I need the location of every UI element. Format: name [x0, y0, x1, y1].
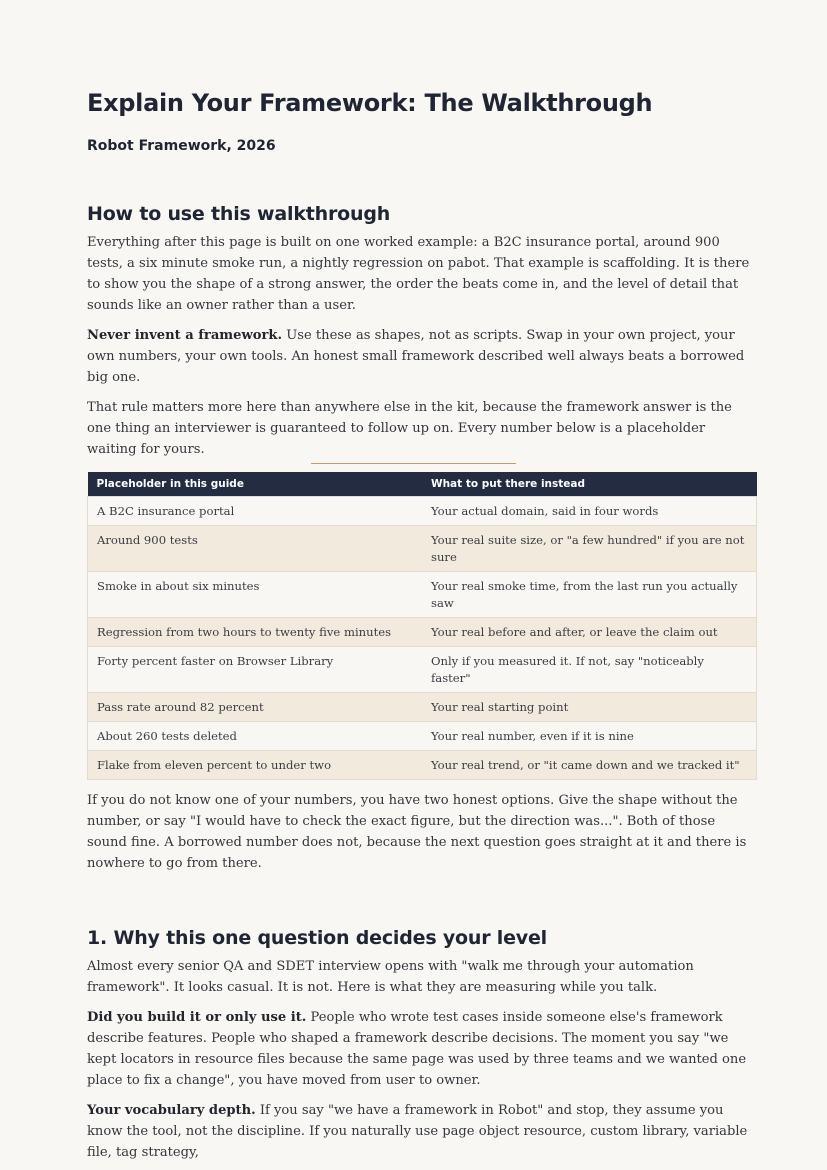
section-1-paragraph-1: Almost every senior QA and SDET interview opens with "walk me through your automation framework". It looks casual. It is not. Here is what they are measuring while you talk. — [87, 959, 694, 995]
intro-paragraph-2-bold: Never invent a framework. — [87, 328, 283, 343]
intro-paragraph-3: That rule matters more here than anywhere else in the kit, because the framework answer is the one thing an interviewer is guaranteed to follow up on. Every number below is a placeholder waiting for yours. — [87, 400, 732, 457]
table-row — [88, 618, 757, 647]
table-header-row — [88, 472, 757, 497]
after-table-paragraph: If you do not know one of your numbers, you have two honest options. Give the shape without the number, or say "I would have to check the exact figure, but the direction was...". Both of those sound fine. A borrowed number does not, because the next question goes straight at it and there is nowhere to go from there. — [87, 793, 747, 871]
section-1-paragraph-3 — [87, 1100, 756, 1163]
table-row — [88, 497, 757, 526]
table-cell: Your real before and after, or leave the claim out — [422, 618, 757, 647]
table-row — [88, 526, 757, 572]
table-cell: Regression from two hours to twenty five minutes — [88, 618, 423, 647]
section-1-paragraph-2-rest: People who wrote test cases inside someone else's framework describe features. People who shaped a framework describe decisions. The moment you say "we kept locators in resource files because the same page was used by three teams and we wanted one place to fix a change", you have moved from user to owner. — [87, 1010, 747, 1088]
table-cell: Forty percent faster on Browser Library — [88, 647, 423, 693]
table-cell: About 260 tests deleted — [88, 722, 423, 751]
table-cell: Your real trend, or "it came down and we tracked it" — [422, 751, 757, 780]
section-1-paragraph-3-bold: Your vocabulary depth. — [87, 1103, 256, 1118]
table-header-placeholder: Placeholder in this guide — [88, 472, 423, 497]
table-row — [88, 722, 757, 751]
table-row — [88, 693, 757, 722]
table-cell: Your real number, even if it is nine — [422, 722, 757, 751]
table-cell: Around 900 tests — [88, 526, 423, 572]
table-cell: Your real suite size, or "a few hundred" if you are not sure — [422, 526, 757, 572]
table-cell: Your real starting point — [422, 693, 757, 722]
intro-heading: How to use this walkthrough — [87, 203, 391, 225]
intro-paragraph-2-rest: Use these as shapes, not as scripts. Swap in your own project, your own numbers, your own tools. An honest small framework described well always beats a borrowed big one. — [87, 328, 745, 385]
placeholder-table — [87, 472, 757, 780]
section-1-paragraph-2 — [87, 1007, 756, 1091]
table-cell: Only if you measured it. If not, say "noticeably faster" — [422, 647, 757, 693]
table-cell: Smoke in about six minutes — [88, 572, 423, 618]
table-cell: A B2C insurance portal — [88, 497, 423, 526]
table-cell: Your actual domain, said in four words — [422, 497, 757, 526]
table-cell: Your real smoke time, from the last run you actually saw — [422, 572, 757, 618]
decorative-accent-line — [311, 463, 516, 464]
table-row — [88, 572, 757, 618]
table-row — [88, 751, 757, 780]
section-1-heading: 1. Why this one question decides your level — [87, 927, 547, 949]
section-1-paragraph-3-rest: If you say "we have a framework in Robot" and stop, they assume you know the tool, not the discipline. If you naturally use page object resource, custom library, variable file, tag strategy, — [87, 1103, 748, 1160]
intro-paragraph-2 — [87, 325, 756, 388]
table-cell: Pass rate around 82 percent — [88, 693, 423, 722]
page-title: Explain Your Framework: The Walkthrough — [87, 89, 653, 117]
page-subtitle: Robot Framework, 2026 — [87, 138, 276, 154]
intro-paragraph-1: Everything after this page is built on one worked example: a B2C insurance portal, around 900 tests, a six minute smoke run, a nightly regression on pabot. That example is scaffolding. It is there to show you the shape of a strong answer, the order the beats come in, and the level of detail that sounds like an owner rather than a user. — [87, 235, 750, 313]
section-1-paragraph-2-bold: Did you build it or only use it. — [87, 1010, 307, 1025]
table-row — [88, 647, 757, 693]
table-header-instead: What to put there instead — [422, 472, 757, 497]
table-cell: Flake from eleven percent to under two — [88, 751, 423, 780]
